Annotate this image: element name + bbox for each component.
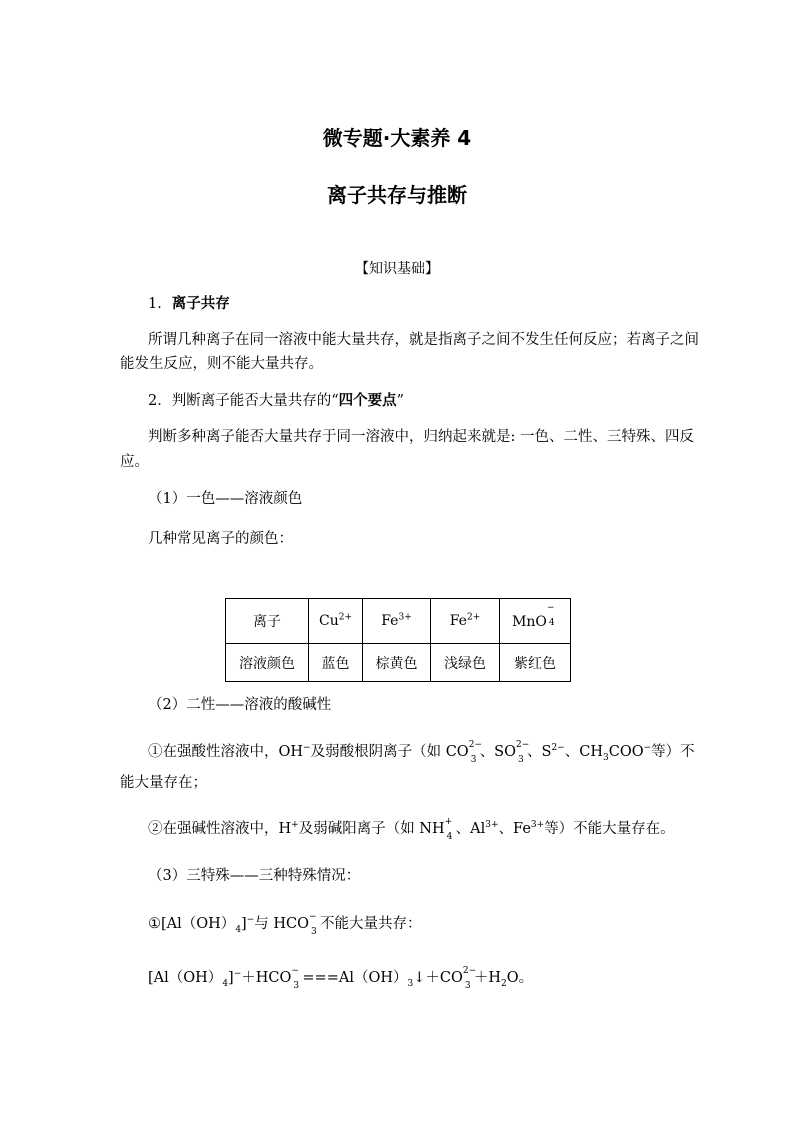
subscript: 4 — [446, 832, 453, 842]
subscript: 3 — [470, 755, 477, 765]
ion-charge: 2+ — [338, 612, 352, 623]
so3-charge-stack — [516, 740, 530, 765]
charge: − — [233, 969, 242, 980]
text-run: ↓＋CO — [413, 970, 463, 986]
section-1-heading — [148, 292, 230, 316]
subscript: 3 — [311, 927, 317, 937]
text-run: [Al（OH） — [148, 970, 223, 986]
table-cell-color-purplered: 紫红色 — [500, 644, 571, 682]
point-1-heading: （1）一色——溶液颜色 — [148, 491, 303, 507]
charge: 2− — [468, 740, 482, 750]
subscript: 4 — [235, 924, 242, 935]
ion-charge-stack — [546, 603, 558, 628]
subscript: 3 — [464, 981, 471, 991]
ion-charge: − — [546, 603, 555, 613]
nh4-charge-stack — [444, 817, 456, 842]
text-run: ＋HCO — [241, 970, 292, 986]
section-2-para-line2: 应。 — [120, 454, 149, 470]
charge: − — [246, 915, 255, 926]
charge: − — [309, 912, 317, 922]
section-2-heading — [148, 389, 404, 413]
charge: − — [303, 743, 311, 754]
text-run: ] — [228, 970, 234, 986]
text-run: ①在强酸性溶液中，OH — [148, 744, 304, 760]
charge: − — [291, 966, 299, 976]
section-heading: 【知识基础】 — [355, 261, 439, 277]
section-2-para-line1: 判断多种离子能否大量共存于同一溶液中，归纳起来就是: 一色、二性、三特殊、四反 — [148, 429, 694, 445]
text-run: ＋H — [473, 970, 502, 986]
text-run: 及弱碱阳离子（如 NH — [298, 821, 445, 837]
point-2-item-1-line2: 能大量存在； — [120, 775, 207, 791]
charge: + — [291, 820, 299, 831]
text-run: ===Al（OH） — [302, 970, 408, 986]
text-run: 、S — [527, 744, 552, 760]
charge: 2− — [551, 743, 565, 754]
text-run: 与 HCO — [254, 916, 310, 932]
subscript: 2 — [501, 978, 507, 989]
table-row-ions — [226, 599, 571, 644]
text-run: 、Fe — [498, 821, 531, 837]
point-3-equation — [148, 966, 533, 990]
text-run: O。 — [506, 970, 534, 986]
subscript: 3 — [518, 755, 524, 765]
text-run: ] — [241, 916, 247, 932]
section-1-number: 1． — [148, 296, 172, 312]
point-2-heading: （2）二性——溶液的酸碱性 — [148, 697, 332, 713]
text-run: 、Al — [455, 821, 486, 837]
section-2-title-bold: 四个要点 — [338, 393, 397, 409]
table-cell-color-lightgreen: 浅绿色 — [431, 644, 500, 682]
ion-symbol: Cu — [318, 613, 339, 629]
charge: − — [643, 743, 652, 754]
text-run: 、CH — [564, 744, 603, 760]
subscript: 3 — [407, 978, 414, 989]
section-2-number: 2． — [148, 393, 172, 409]
point-1-intro: 几种常见离子的颜色： — [148, 531, 293, 547]
point-2-item-1-line1 — [148, 740, 695, 764]
point-3-heading: （3）三特殊——三种特殊情况： — [148, 868, 361, 884]
ion-charge: 2+ — [466, 612, 481, 623]
section-1-para-line2: 能发生反应，则不能大量共存。 — [120, 356, 323, 372]
subscript: 3 — [602, 752, 609, 763]
ion-symbol: Fe — [449, 613, 467, 629]
text-run: 、SO — [479, 744, 517, 760]
charge: 2− — [516, 740, 530, 750]
text-run: 等）不能大量存在。 — [544, 821, 675, 837]
table-cell-ion-header — [226, 599, 309, 644]
section-1-para-line1: 所谓几种离子在同一溶液中能大量共存，就是指离子之间不发生任何反应；若离子之间 — [148, 332, 699, 348]
table-row-colors — [226, 644, 571, 682]
text-run: COO — [608, 744, 644, 760]
cell-text: 离子 — [253, 614, 281, 630]
charge: 3+ — [485, 820, 499, 831]
page-title: 微专题·大素养 4 — [322, 126, 472, 150]
co3-charge-stack — [462, 966, 477, 991]
co3-charge-stack — [468, 740, 482, 765]
ion-symbol: Fe — [381, 613, 399, 629]
table-cell-mno4 — [500, 599, 571, 644]
charge: 2− — [462, 966, 477, 976]
ion-symbol: MnO — [512, 614, 547, 630]
point-3-item-1 — [148, 912, 422, 936]
page-subtitle: 离子共存与推断 — [327, 183, 467, 207]
section-1-title: 离子共存 — [171, 296, 230, 312]
section-2-title-post: ” — [396, 393, 405, 409]
section-2-title-pre: 判断离子能否大量共存的“ — [171, 393, 339, 409]
charge: 3+ — [530, 820, 545, 831]
table-cell-color-blue: 蓝色 — [309, 644, 363, 682]
hco3-charge-stack — [291, 966, 302, 991]
table-cell-fe2 — [431, 599, 500, 644]
text-run: 不能大量共存： — [320, 916, 422, 932]
ion-color-table — [225, 598, 571, 682]
subscript: 3 — [293, 981, 300, 991]
hco3-charge-stack — [309, 912, 320, 937]
charge: + — [444, 817, 453, 827]
subscript: 4 — [222, 978, 229, 989]
table-cell-color-header: 溶液颜色 — [226, 644, 309, 682]
text-run: ②在强碱性溶液中，H — [148, 821, 292, 837]
text-run: 及弱酸根阴离子（如 CO — [310, 744, 469, 760]
table-cell-color-brownyellow: 棕黄色 — [363, 644, 431, 682]
ion-charge: 3+ — [398, 612, 412, 623]
text-run: ①[Al（OH） — [148, 916, 236, 932]
table-cell-fe3 — [363, 599, 431, 644]
text-run: 等）不 — [651, 744, 695, 760]
table-cell-cu — [309, 599, 363, 644]
ion-subscript: 4 — [548, 618, 555, 628]
point-2-item-2 — [148, 817, 675, 841]
